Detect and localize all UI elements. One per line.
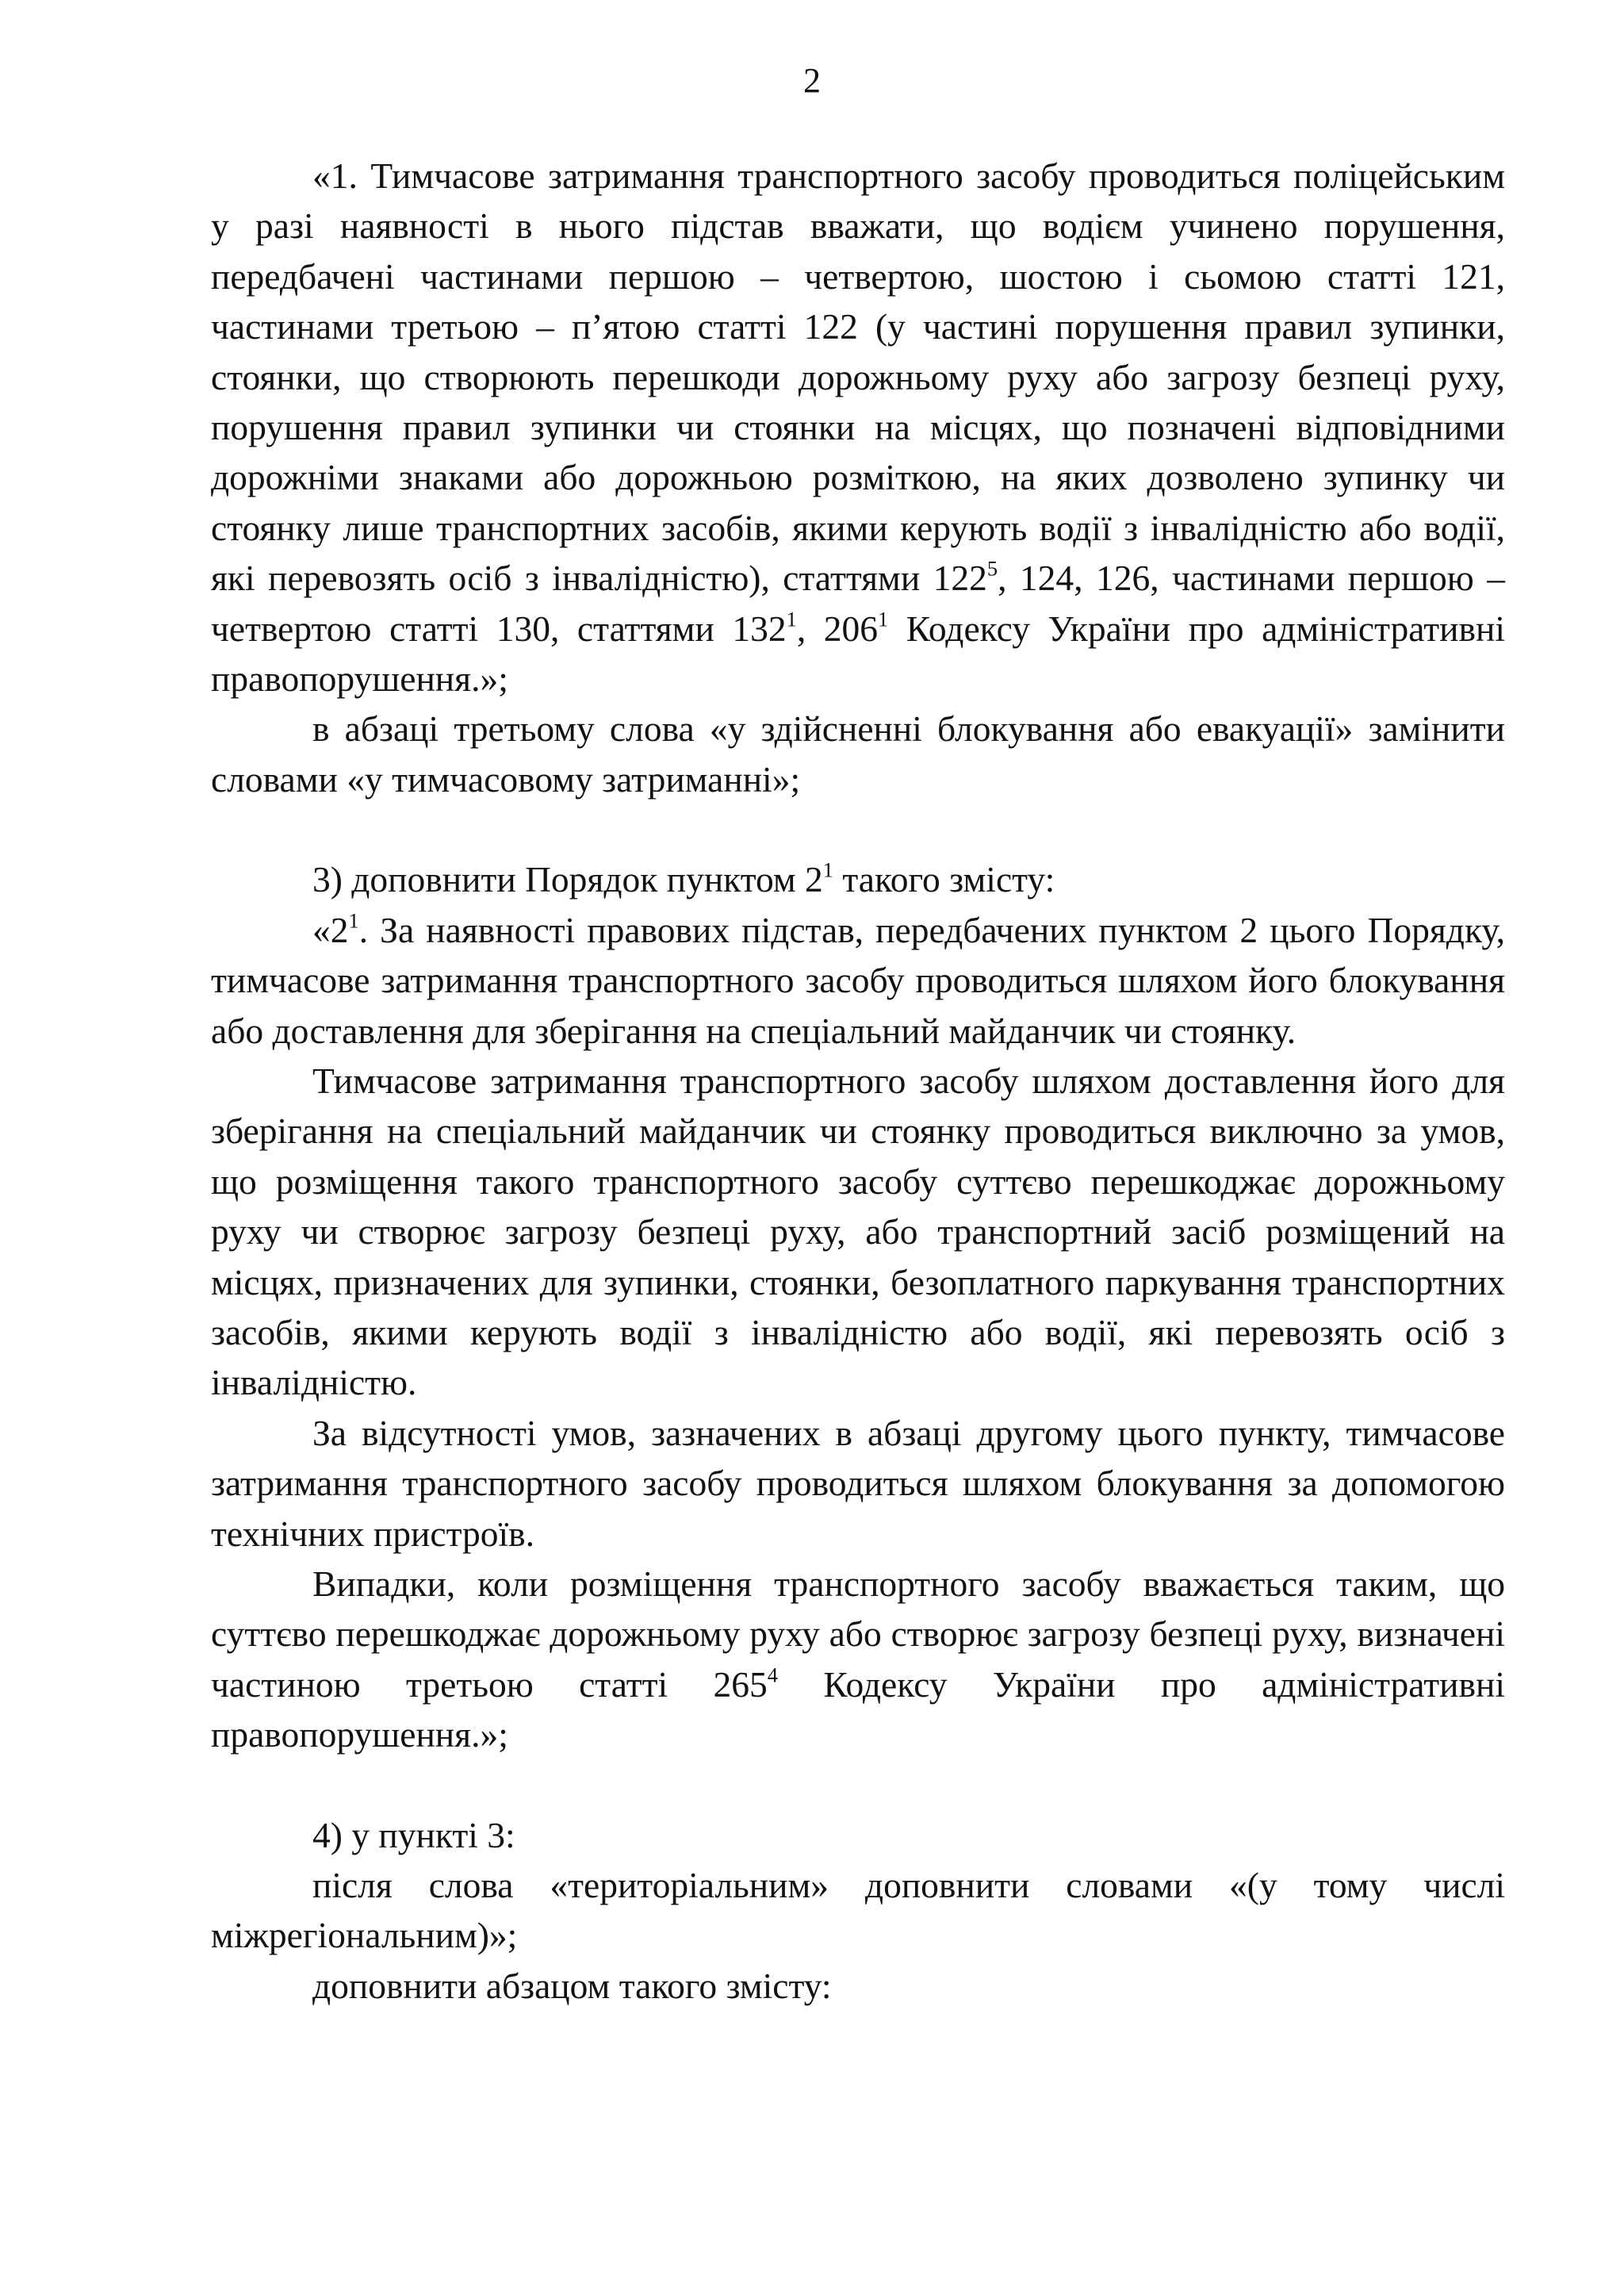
document-body	[211, 151, 1505, 2011]
text-run: «2	[312, 909, 349, 950]
text-run: . За наявності правових підстав, передбачених пунктом 2 цього Порядку, тимчасове затримання транспортного засобу проводиться шляхом його блокування або доставлення для зберігання на спеціальний майданчик чи стоянку.	[211, 909, 1505, 1051]
paragraph-p4	[211, 905, 1505, 1056]
text-run: доповнити абзацом такого змісту:	[312, 1965, 832, 2006]
text-run: Тимчасове затримання транспортного засобу шляхом доставлення його для зберігання на спеціальний майданчик чи стоянку проводиться виключно за умов, що розміщення такого транспортного засобу суттєво перешкоджає дорожньому руху чи створює загрозу безпеці руху, або транспортний засіб розміщений на місцях, призначених для зупинки, стоянки, безоплатного паркування транспортних засобів, якими керують водії з інвалідністю або водії, які перевозять осіб з інвалідністю.	[211, 1060, 1505, 1403]
page-number: 2	[803, 61, 821, 100]
text-run: , 124, 126, частинами першою – четвертою статті 130, статтями 132	[211, 558, 1505, 649]
paragraph-p9	[211, 1860, 1505, 1961]
text-run: «1. Тимчасове затримання транспортного засобу проводиться поліцейським у разі наявності в нього підстав вважати, що водієм учинено порушення, передбачені частинами першою – четвертою, шостою і сьомою статті 121, частинами третьою – п’ятою статті 122 (у частині порушення правил зупинки, стоянки, що створюють перешкоди дорожньому руху або загрозу безпеці руху, порушення правил зупинки чи стоянки на місцях, що позначені відповідними дорожніми знаками або дорожньою розміткою, на яких дозволено зупинку чи стоянку лише транспортних засобів, якими керують водії з інвалідністю або водії, які перевозять осіб з інвалідністю), статтями 122	[211, 155, 1505, 599]
superscript: 1	[878, 607, 889, 631]
text-run: 4) у пункті 3:	[312, 1814, 515, 1855]
text-run: , 206	[796, 608, 879, 649]
text-run: після слова «територіальним» доповнити словами «(у тому числі міжрегіональним)»;	[211, 1865, 1505, 1956]
superscript: 4	[767, 1663, 778, 1687]
superscript: 5	[986, 556, 998, 581]
paragraph-p6	[211, 1408, 1505, 1559]
text-run: За відсутності умов, зазначених в абзаці другому цього пункту, тимчасове затримання транспортного засобу проводиться шляхом блокування за допомогою технічних пристроїв.	[211, 1412, 1505, 1554]
superscript: 1	[822, 857, 833, 882]
paragraph-p7	[211, 1559, 1505, 1760]
text-run: 3) доповнити Порядок пунктом 2	[312, 859, 823, 900]
paragraph-p2	[211, 704, 1505, 804]
superscript: 1	[786, 607, 797, 631]
paragraph-p8	[211, 1810, 1505, 1860]
superscript: 1	[348, 908, 359, 933]
text-run: такого змісту:	[833, 859, 1055, 900]
text-run: Кодексу України про адміністративні правопорушення.»;	[211, 608, 1505, 700]
paragraph-p5	[211, 1056, 1505, 1408]
paragraph-p3	[211, 854, 1505, 904]
text-run: Випадки, коли розміщення транспортного засобу вважається таким, що суттєво перешкоджає дорожньому руху або створює загрозу безпеці руху, визначені частиною третьою статті 265	[211, 1563, 1505, 1705]
text-run: Кодексу України про адміністративні правопорушення.»;	[211, 1663, 1505, 1755]
paragraph-p10	[211, 1961, 1505, 2011]
paragraph-p1	[211, 151, 1505, 704]
text-run: в абзаці третьому слова «у здійсненні блокування або евакуації» замінити словами «у тимчасовому затриманні»;	[211, 708, 1505, 800]
